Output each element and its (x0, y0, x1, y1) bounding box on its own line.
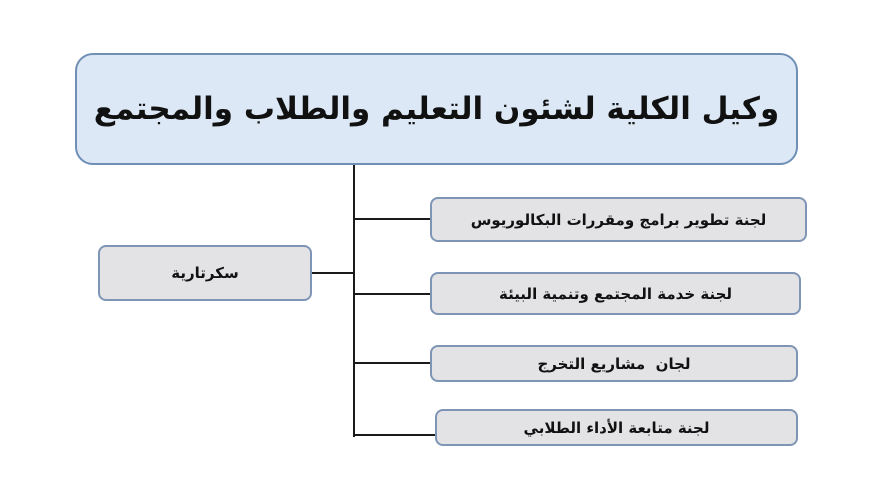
connector-committee-4 (353, 434, 435, 436)
vice-dean-title: وكيل الكلية لشئون التعليم والطلاب والمجتمع (93, 91, 780, 127)
committee-label: لجنة خدمة المجتمع وتنمية البيئة (498, 284, 733, 303)
vice-dean-title-box (75, 53, 798, 165)
committee-box-bachelor-programs (430, 197, 807, 242)
committee-label: لجان مشاريع التخرج (537, 354, 691, 373)
committee-label: لجنة متابعة الأداء الطلابي (523, 418, 710, 437)
connector-committee-2 (353, 293, 430, 295)
committee-box-graduation-projects (430, 345, 798, 382)
connector-committee-3 (353, 362, 430, 364)
connector-secretary (312, 272, 353, 274)
committee-box-student-performance (435, 409, 798, 446)
committee-box-community-service (430, 272, 801, 315)
secretary-label: سكرتارية (171, 264, 239, 282)
vertical-trunk-line (353, 165, 355, 437)
secretary-box (98, 245, 312, 301)
committee-label: لجنة تطوير برامج ومقررات البكالوريوس (470, 210, 767, 229)
connector-committee-1 (353, 218, 430, 220)
